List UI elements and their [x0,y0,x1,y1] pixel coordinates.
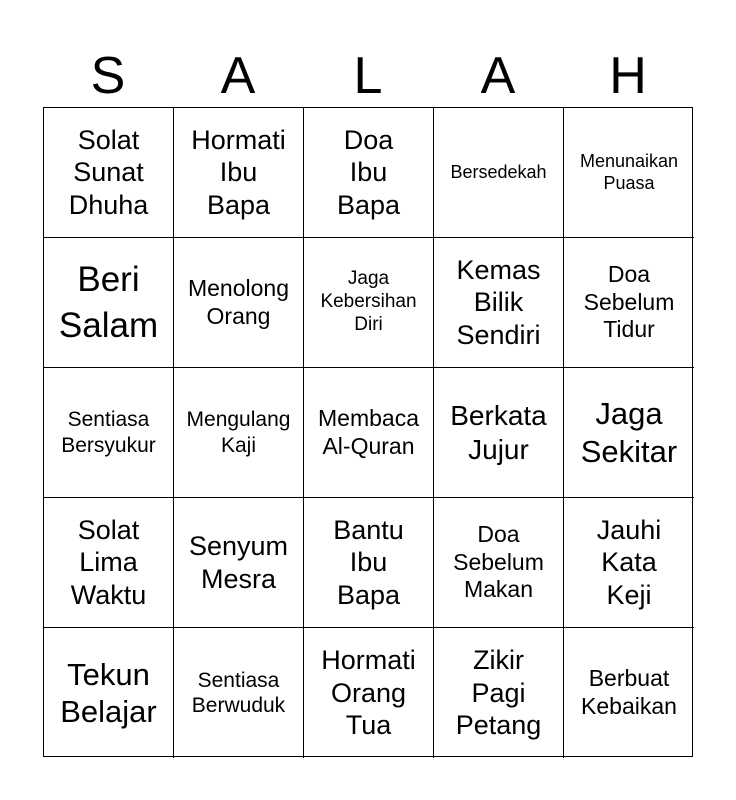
bingo-cell-r3-c5[interactable] [564,368,694,498]
bingo-cell-r1-c4[interactable] [434,108,564,238]
bingo-cell-r5-c2[interactable] [174,628,304,758]
bingo-header [43,44,693,108]
cell-text: Sentiasa Berwuduk [191,668,286,717]
header-letter-a: A [220,47,256,105]
cell-text: Solat Lima Waktu [70,514,147,610]
bingo-cell-r4-c5[interactable] [564,498,694,628]
bingo-cell-r3-c1[interactable] [44,368,174,498]
cell-text: Hormati Orang Tua [321,645,416,741]
bingo-cell-r5-c3[interactable] [304,628,434,758]
cell-text: Jauhi Kata Keji [596,514,662,610]
bingo-cell-r5-c1[interactable] [44,628,174,758]
cell-text: Zikir Pagi Petang [455,645,542,741]
cell-text: Hormati Ibu Bapa [191,124,286,220]
bingo-cell-r2-c1[interactable] [44,238,174,368]
bingo-cell-r3-c2[interactable] [174,368,304,498]
bingo-cell-r2-c4[interactable] [434,238,564,368]
cell-text: Bantu Ibu Bapa [333,514,404,610]
cell-text: Beri Salam [58,260,159,345]
header-letter-s: S [90,47,126,105]
cell-text: Jaga Kebersihan Diri [320,268,417,335]
cell-text: Berbuat Kebaikan [581,665,677,719]
bingo-cell-r4-c1[interactable] [44,498,174,628]
bingo-cell-r2-c5[interactable] [564,238,694,368]
cell-text: Menunaikan Puasa [579,150,679,193]
header-letter-a-second: A [480,47,516,105]
cell-text: Senyum Mesra [188,531,289,594]
bingo-cell-r1-c5[interactable] [564,108,694,238]
bingo-cell-r4-c2[interactable] [174,498,304,628]
bingo-cell-r1-c3[interactable] [304,108,434,238]
cell-text: Berkata Jujur [450,399,547,465]
cell-text: Doa Sebelum Tidur [583,261,675,343]
cell-text: Menolong Orang [187,274,290,329]
cell-text: Sentiasa Bersyukur [61,408,156,457]
cell-text: Solat Sunat Dhuha [68,124,149,220]
bingo-cell-r5-c4[interactable] [434,628,564,758]
header-letter-h: H [609,47,647,105]
bingo-cell-r2-c3[interactable] [304,238,434,368]
bingo-cell-r5-c5[interactable] [564,628,694,758]
bingo-cell-r3-c4[interactable] [434,368,564,498]
bingo-cell-r1-c1[interactable] [44,108,174,238]
cell-text: Doa Sebelum Makan [453,521,544,603]
bingo-cell-r4-c4[interactable] [434,498,564,628]
cell-text: Kemas Bilik Sendiri [456,254,541,350]
bingo-cell-r3-c3[interactable] [304,368,434,498]
cell-text: Bersedekah [450,161,547,182]
cell-text: Jaga Sekitar [580,396,678,469]
cell-text: Doa Ibu Bapa [336,124,401,220]
bingo-cell-r1-c2[interactable] [174,108,304,238]
bingo-cell-r2-c2[interactable] [174,238,304,368]
cell-text: Membaca Al-Quran [318,404,419,459]
cell-text: Mengulang Kaji [186,408,291,457]
header-letter-l: L [353,47,383,105]
cell-text: Tekun Belajar [60,656,157,729]
bingo-cell-r4-c3[interactable] [304,498,434,628]
bingo-board [43,107,693,757]
